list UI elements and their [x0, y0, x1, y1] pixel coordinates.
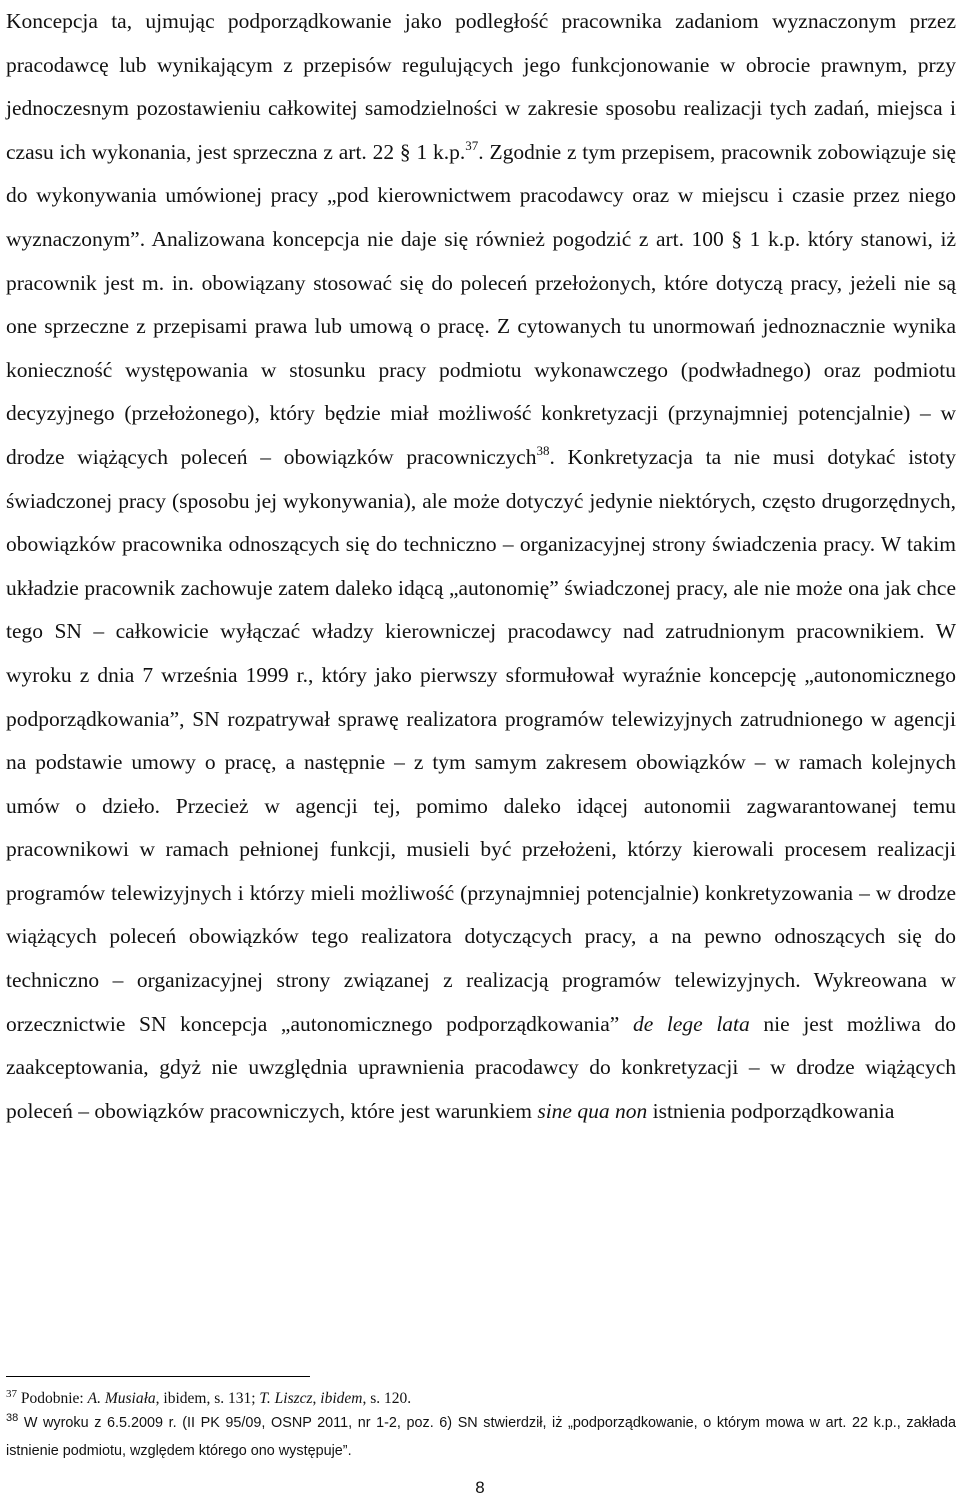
footnote-37: [6, 1388, 956, 1409]
footnote-text: W wyroku z 6.5.2009 r. (II PK 95/09, OSNP 2011, nr 1-2, poz. 6) SN stwierdził, iż „podporządkowanie, o którym mowa w art. 22 k.p., zakłada istnienie podmiotu, względem którego ono występuje”.: [6, 1415, 957, 1459]
footnote-text: ,: [312, 1390, 321, 1407]
text-segment-5: . Konkretyzacja ta nie musi dotykać istoty świadczonej pracy (sposobu jej wykonywania), ale może dotyczyć jedynie niektórych, często drugorzędnych, obowiązków pracownika odnoszących się do techniczno – organizacyjnej strony świadczenia pracy. W takim układzie pracownik zachowuje zatem daleko idącą „autonomię” świadczonej pracy, ale nie może ona jak chce tego SN – całkowicie wyłączać władzy kierowniczej pracodawcy nad zatrudnionym pracownikiem. W wyroku z dnia 7 września 1999 r., który jako pierwszy sformułował wyraźnie koncepcję „autonomicznego podporządkowania”, SN rozpatrywał sprawę realizatora programów telewizyjnych zatrudnionego w agencji na podstawie umowy o pracę, a następnie – z tym samym zakresem obowiązków – w ramach kolejnych umów o dzieło. Przecież w agencji tej, pomimo daleko idącej autonomii zagwarantowanej temu pracownikowi w ramach pełnionej funkcji, musieli być przełożeni, którzy kierowali procesem realizacji programów telewizyjnych i którzy mieli możliwość (przynajmniej potencjalnie) konkretyzowania – w drodze wiążących poleceń obowiązków tego realizatora dotyczących pracy, a na pewno odnoszących się do techniczno – organizacyjnej strony związanej z realizacją programów telewizyjnych. Wykreowana w orzecznictwie SN koncepcja „autonomicznego podporządkowania”: [6, 444, 956, 1036]
page-number: 8: [475, 1478, 485, 1497]
section-sign: §: [731, 226, 743, 251]
footnote-divider: [6, 1376, 310, 1377]
footnote-ref-38[interactable]: 38: [536, 442, 550, 458]
footnote-ref-37[interactable]: 37: [465, 137, 479, 153]
footnote-38: [6, 1409, 956, 1465]
footnote-number: 37: [6, 1388, 17, 1400]
text-segment-1: Koncepcja ta, ujmując podporządkowanie jako podległość pracownika zadaniom wyznaczonym przez pracodawcę lub wynikającym z przepisów regulujących jego funkcjonowanie w obrocie prawnym, przy jednoczesnym pozostawieniu całkowitej samodzielności w zakresie sposobu realizacji tych zadań, miejsca i czasu ich wykonania, jest sprzeczna z art. 22: [6, 9, 956, 164]
text-segment-7: istnienia podporządkowania: [652, 1098, 895, 1123]
text-segment-6: nie jest możliwa do zaakceptowania, gdyż nie uwzględnia uprawnienia pracodawcy do konkretyzacji – w drodze wiążących poleceń – obowiązków pracowniczych, które jest warunkiem: [6, 1011, 956, 1123]
footnote-author: T. Liszcz: [259, 1390, 313, 1407]
main-paragraph: [6, 0, 956, 1133]
text-segment-4: 1 k.p. który stanowi, iż pracownik jest m. in. obowiązany stosować się do poleceń przełożonych, które dotyczą pracy, jeżeli nie są one sprzeczne z przepisami prawa lub umową o pracę. Z cytowanych tu unormowań jednoznacznie wynika konieczność występowania w stosunku pracy podmiotu wykonawczego (podwładnego) oraz podmiotu decyzyjnego (przełożonego), który będzie miał możliwość konkretyzacji (przynajmniej potencjalnie) – w drodze wiążących poleceń – obowiązków pracowniczych: [6, 226, 956, 469]
italic-term-de-lege-lata: de lege lata: [632, 1011, 750, 1036]
text-segment-3: . Zgodnie z tym przepisem, pracownik zobowiązuje się do wykonywania umówionej pracy „pod kierownictwem pracodawcy oraz w miejscu i czasie przez niego wyznaczonym”. Analizowana koncepcja nie daje się również pogodzić z art. 100: [6, 139, 956, 251]
text-segment-2: 1 k.p.: [416, 139, 466, 164]
footnote-text: , ibidem, s. 131;: [155, 1390, 260, 1407]
footnotes-section: [6, 1388, 956, 1465]
footnote-number: 38: [6, 1412, 19, 1424]
footnote-ibidem: ibidem: [320, 1390, 363, 1407]
footnote-text: , s. 120.: [362, 1390, 412, 1407]
italic-term-sine-qua-non: sine qua non: [537, 1098, 648, 1123]
body-paragraph: [6, 0, 956, 1133]
section-sign: §: [399, 139, 411, 164]
footnote-text: Podobnie:: [20, 1390, 88, 1407]
footnote-author: A. Musiała: [87, 1390, 156, 1407]
